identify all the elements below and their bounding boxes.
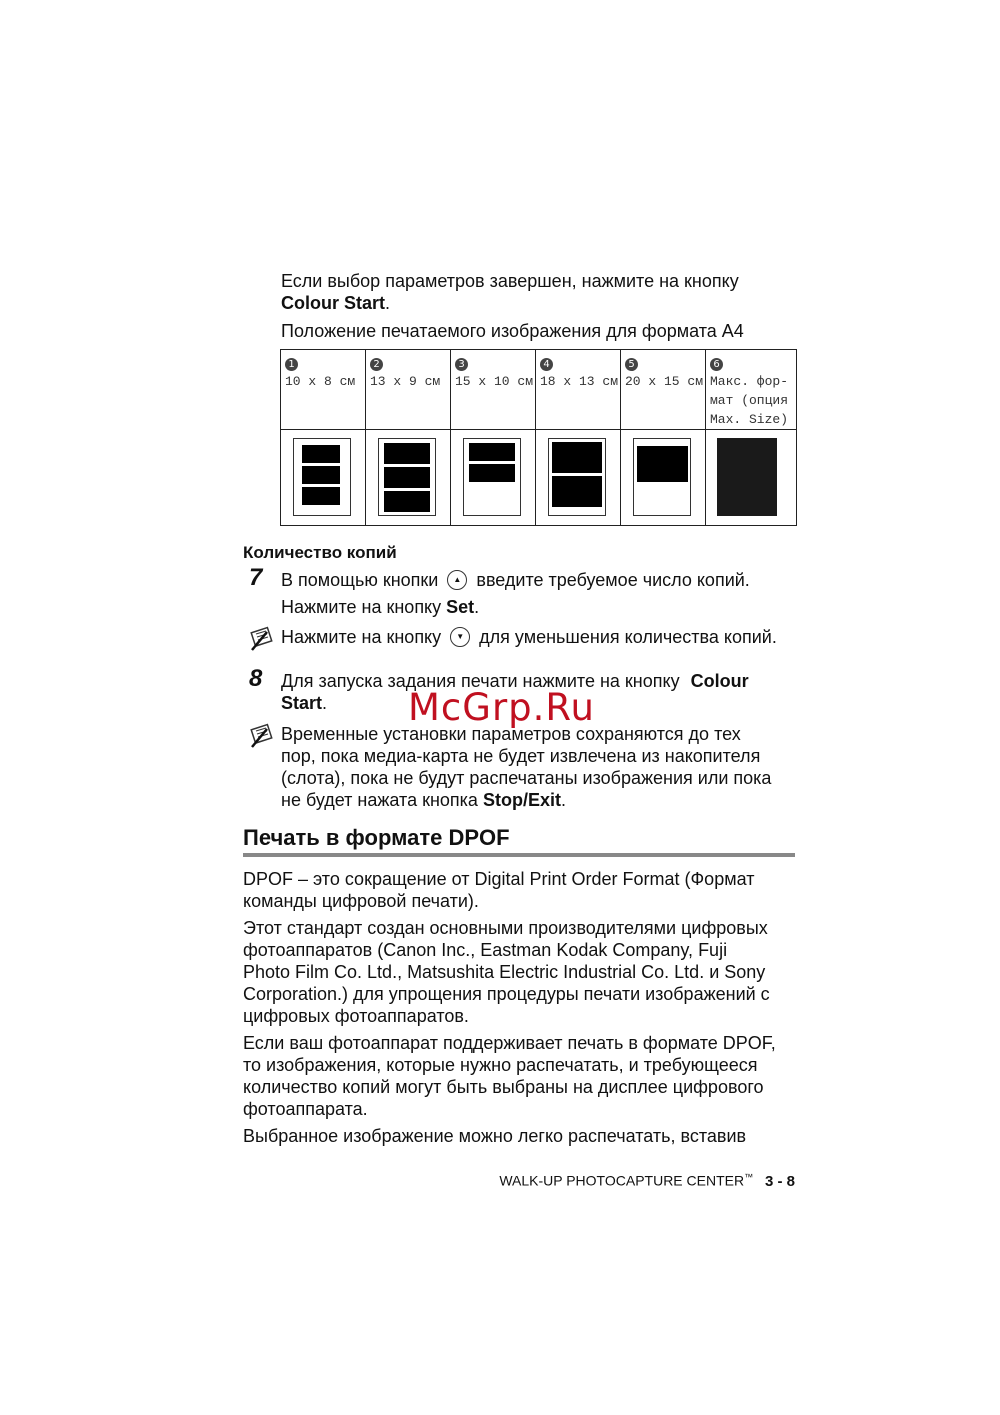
paper-thumbnail (293, 438, 351, 516)
copies-heading: Количество копий (243, 543, 397, 562)
photo-block (384, 443, 430, 464)
photo-block (552, 442, 602, 473)
number-badge: 6 (710, 358, 723, 371)
note-icon (247, 626, 277, 654)
layout-column-3 (451, 350, 536, 525)
note-2-line: пор, пока медиа-карта не будет извлечена из накопителя (281, 746, 761, 766)
size-label-line: мат (опция (710, 393, 789, 408)
step-8-text: Для запуска задания печати нажмите на кнопку Colour (281, 671, 749, 691)
colour-start-label: Colour Start (281, 293, 386, 313)
paper-thumbnail (463, 438, 521, 516)
page-number: 3 - 8 (764, 1172, 795, 1190)
layout-column-6 (706, 350, 796, 525)
photo-block (552, 476, 602, 507)
trademark: ™ (744, 1172, 754, 1182)
note-icon (247, 723, 277, 751)
dpof-para-3-line: фотоаппарата. (243, 1099, 368, 1119)
photo-block (384, 491, 430, 512)
size-label: 13 x 9 см (370, 374, 441, 389)
photo-block (302, 487, 340, 505)
dpof-para-2-line: цифровых фотоаппаратов. (243, 1006, 469, 1026)
layout-column-4 (536, 350, 621, 525)
paper-thumbnail (633, 438, 691, 516)
note-2-line: (слота), пока не будут распечатаны изображения или пока (281, 768, 772, 788)
size-label: 15 x 10 см (455, 374, 534, 389)
size-label-line: Макс. фор- (710, 374, 789, 389)
paper-thumbnail (548, 438, 606, 516)
number-badge: 4 (540, 358, 553, 371)
dpof-para-3-line: Если ваш фотоаппарат поддерживает печать в формате DPOF, (243, 1033, 776, 1053)
watermark: McGrp.Ru (408, 686, 595, 729)
note-2-line: Временные установки параметров сохраняются до тех (281, 724, 741, 744)
footer (499, 1172, 795, 1190)
start-label: Start (281, 693, 323, 713)
dpof-para-2-line: Corporation.) для упрощения процедуры печати изображений с (243, 984, 770, 1004)
a4-layout-table (280, 349, 797, 526)
photo-block (469, 443, 515, 461)
photo-block (302, 466, 340, 484)
size-label: 10 x 8 см (285, 374, 356, 389)
dpof-para-3-line: количество копий могут быть выбраны на дисплее цифрового (243, 1077, 764, 1097)
photo-block (469, 464, 515, 482)
note-2-line: не будет нажата кнопка Stop/Exit. (281, 790, 566, 810)
size-label: 18 x 13 см (540, 374, 619, 389)
dpof-para-2-line: фотоаппаратов (Canon Inc., Eastman Kodak Company, Fuji (243, 940, 728, 960)
step-8-number: 8 (249, 665, 263, 692)
dpof-para-1-line: команды цифровой печати). (243, 891, 479, 911)
dpof-para-2-line: Photo Film Co. Ltd., Matsushita Electric Industrial Co. Ltd. и Sony (243, 962, 766, 982)
up-arrow-button-icon: ▲ (447, 570, 467, 590)
intro-button-line: Colour Start. (281, 293, 391, 313)
dpof-para-4-line: Выбранное изображение можно легко распечатать, вставив (243, 1126, 747, 1146)
number-badge: 2 (370, 358, 383, 371)
paper-thumbnail-full (717, 438, 777, 516)
layout-column-2 (366, 350, 451, 525)
number-badge: 1 (285, 358, 298, 371)
step-7-text: В помощью кнопки ▲ введите требуемое число копий. (281, 570, 750, 590)
set-label: Set (446, 597, 475, 617)
dpof-para-3-line: то изображения, которые нужно распечатать, и требующееся (243, 1055, 758, 1075)
step-8-line2: Start. (281, 693, 328, 713)
intro-line: Если выбор параметров завершен, нажмите на кнопку (281, 271, 739, 291)
dpof-para-2-line: Этот стандарт создан основными производителями цифровых (243, 918, 768, 938)
layout-column-1 (281, 350, 366, 525)
dpof-para-1-line: DPOF – это сокращение от Digital Print Order Format (Формат (243, 869, 755, 889)
down-arrow-button-icon: ▼ (450, 627, 470, 647)
colour-label: Colour (690, 671, 749, 691)
layout-column-5 (621, 350, 706, 525)
number-badge: 5 (625, 358, 638, 371)
footer-title: WALK-UP PHOTOCAPTURE CENTER (499, 1172, 745, 1189)
size-label: 20 x 15 см (625, 374, 704, 389)
photo-block (384, 467, 430, 488)
dpof-heading: Печать в формате DPOF (243, 825, 510, 850)
photo-block (302, 445, 340, 463)
size-label-line: Max. Size) (710, 412, 789, 427)
number-badge: 3 (455, 358, 468, 371)
table-caption: Положение печатаемого изображения для формата А4 (281, 321, 744, 341)
step-7-line2: Нажмите на кнопку Set. (281, 597, 480, 617)
note-1-text: Нажмите на кнопку ▼ для уменьшения количества копий. (281, 627, 777, 647)
step-7-number: 7 (249, 564, 263, 591)
photo-block (637, 446, 688, 482)
paper-thumbnail (378, 438, 436, 516)
stop-exit-label: Stop/Exit (482, 790, 561, 810)
heading-rule (243, 853, 795, 857)
